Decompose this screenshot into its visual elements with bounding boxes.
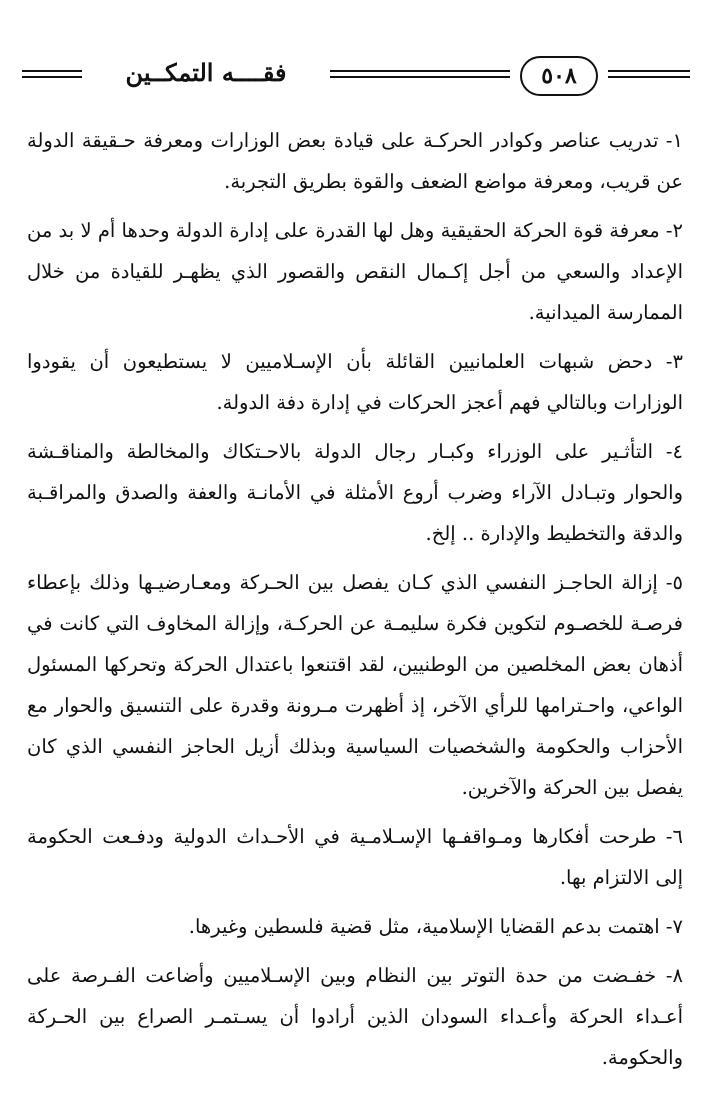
paragraph-1: ١- تدريب عناصر وكوادر الحركـة على قيادة بعض الوزارات ومعرفة حـقيقة الدولة عن قريب، ومعرفة مواضع الضعف والقوة بطريق التجربة. <box>27 129 683 193</box>
paragraph-4: ٤- التأثـير على الوزراء وكبـار رجال الدولة بالاحـتكاك والمخالطة والمناقـشة والحوار وتبـادل الآراء وضرب أروع الأمثلة في الأمانـة والعفة والصدق والمراقـبة والدقة والتخطيط والإدارة .. إلخ. <box>27 440 683 545</box>
header-rule-left <box>22 70 82 78</box>
paragraph-7: ٧- اهتمت بدعم القضايا الإسلامية، مثل قضية فلسطين وغيرها. <box>188 915 683 938</box>
header-rule-middle <box>330 70 510 78</box>
paragraph-8: ٨- خفـضت من حدة التوتر بين النظام وبين الإسـلاميين وأضاعت الفـرصة على أعـداء الحركة وأعـداء السودان الذين أرادوا أن يسـتمـر الصراع بين الحـركة والحكومة. <box>27 964 683 1069</box>
paragraph-2: ٢- معرفة قوة الحركة الحقيقية وهل لها القدرة على إدارة الدولة وحدها أم لا بد من الإعداد والسعي من أجل إكـمال النقص والقصور الذي يظهـر للقيادة من خلال الممارسة الميدانية. <box>27 219 683 324</box>
paragraph-5: ٥- إزالة الحاجـز النفسي الذي كـان يفصل بين الحـركة ومعـارضيـها وذلك بإعطاء فرصـة للخصـوم لتكوين فكرة سليمـة عن الحركـة، وإزالة المخاوف التي كانت في أذهان بعض المخلصين من الوطنيين، لقد اقتنعوا باعتدال الحركة وتحركها المسئول الواعي، واحـترامها للرأي الآخر، إذ أظهرت مـرونة وقدرة على التنسيق والحوار مع الأحزاب والحكومة والشخصيات السياسية وبذلك أزيل الحاجز النفسي الذي كان يفصل بين الحركة والآخرين. <box>27 571 683 799</box>
paragraph-3: ٣- دحض شبهات العلمانيين القائلة بأن الإسـلاميين لا يستطيعون أن يقودوا الوزارات وبالتالي فهم أعجز الحركات في إدارة دفة الدولة. <box>27 350 683 414</box>
page-body <box>27 120 683 1086</box>
running-title: فقــــه التمكــين <box>125 58 287 87</box>
page-header <box>22 56 690 100</box>
page-number: ٥٠٨ <box>520 56 598 96</box>
paragraph-6: ٦- طرحت أفكارها ومـواقفـها الإسـلامـية في الأحـداث الدولية ودفـعت الحكومة إلى الالتزام بها. <box>27 825 683 889</box>
header-rule-right <box>608 70 690 78</box>
